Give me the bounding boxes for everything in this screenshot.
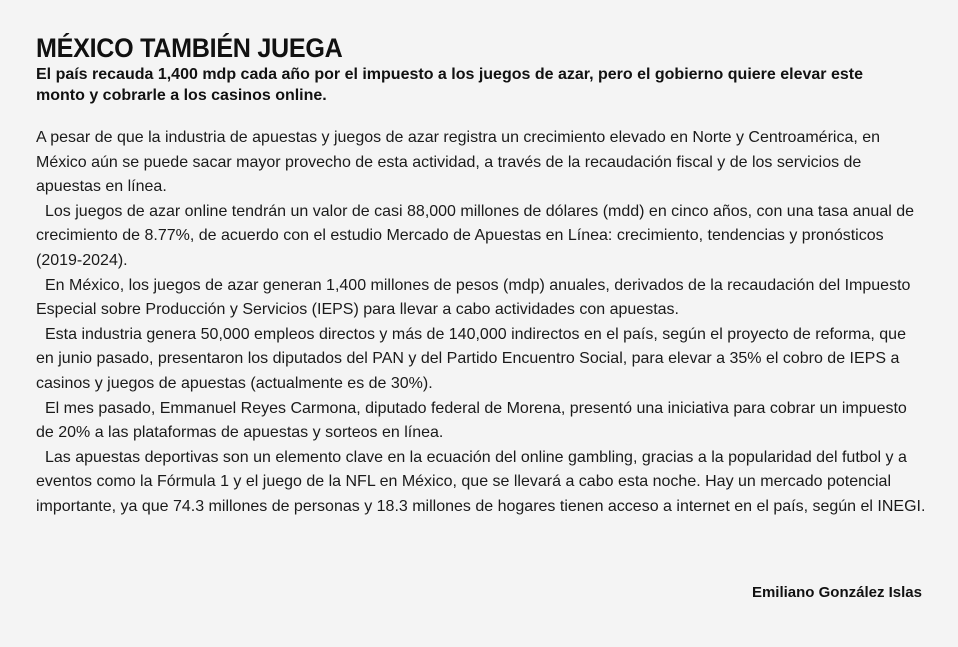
byline: Emiliano González Islas — [751, 584, 922, 601]
headline: MÉXICO TAMBIÉN JUEGA — [36, 33, 343, 63]
article — [36, 32, 926, 520]
subheadline: El país recauda 1,400 mdp cada año por el impuesto a los juegos de azar, pero el gobierno quiere elevar este monto y cobrarle a los casinos online. — [36, 66, 863, 104]
article-body — [36, 126, 926, 520]
paragraph-6: Las apuestas deportivas son un elemento clave en la ecuación del online gambling, gracias a la popularidad del futbol y a eventos como la Fórmula 1 y el juego de la NFL en México, que se llevará a cabo esta noche. Hay un mercado potencial importante, ya que 74.3 millones de personas y 18.3 millones de hogares tienen acceso a internet en el país, según el INEGI. — [36, 448, 926, 515]
paragraph-1: A pesar de que la industria de apuestas y juegos de azar registra un crecimiento elevado en Norte y Centroamérica, en México aún se puede sacar mayor provecho de esta actividad, a través de la recaudación fiscal y de los servicios de apuestas en línea. — [36, 129, 881, 196]
paragraph-3: En México, los juegos de azar generan 1,400 millones de pesos (mdp) anuales, derivados de la recaudación del Impuesto Especial sobre Producción y Servicios (IEPS) para llevar a cabo actividades con apuestas. — [36, 276, 911, 319]
paragraph-4: Esta industria genera 50,000 empleos directos y más de 140,000 indirectos en el país, según el proyecto de reforma, que en junio pasado, presentaron los diputados del PAN y del Partido Encuentro Social, para elevar a 35% el cobro de IEPS a casinos y juegos de apuestas (actualmente es de 30%). — [36, 325, 906, 392]
paragraph-5: El mes pasado, Emmanuel Reyes Carmona, diputado federal de Morena, presentó una iniciativa para cobrar un impuesto de 20% a las plataformas de apuestas y sorteos en línea. — [36, 399, 907, 442]
paragraph-2: Los juegos de azar online tendrán un valor de casi 88,000 millones de dólares (mdd) en cinco años, con una tasa anual de crecimiento de 8.77%, de acuerdo con el estudio Mercado de Apuestas en Línea: crecimiento, tendencias y pronósticos (2019-2024). — [36, 202, 915, 269]
